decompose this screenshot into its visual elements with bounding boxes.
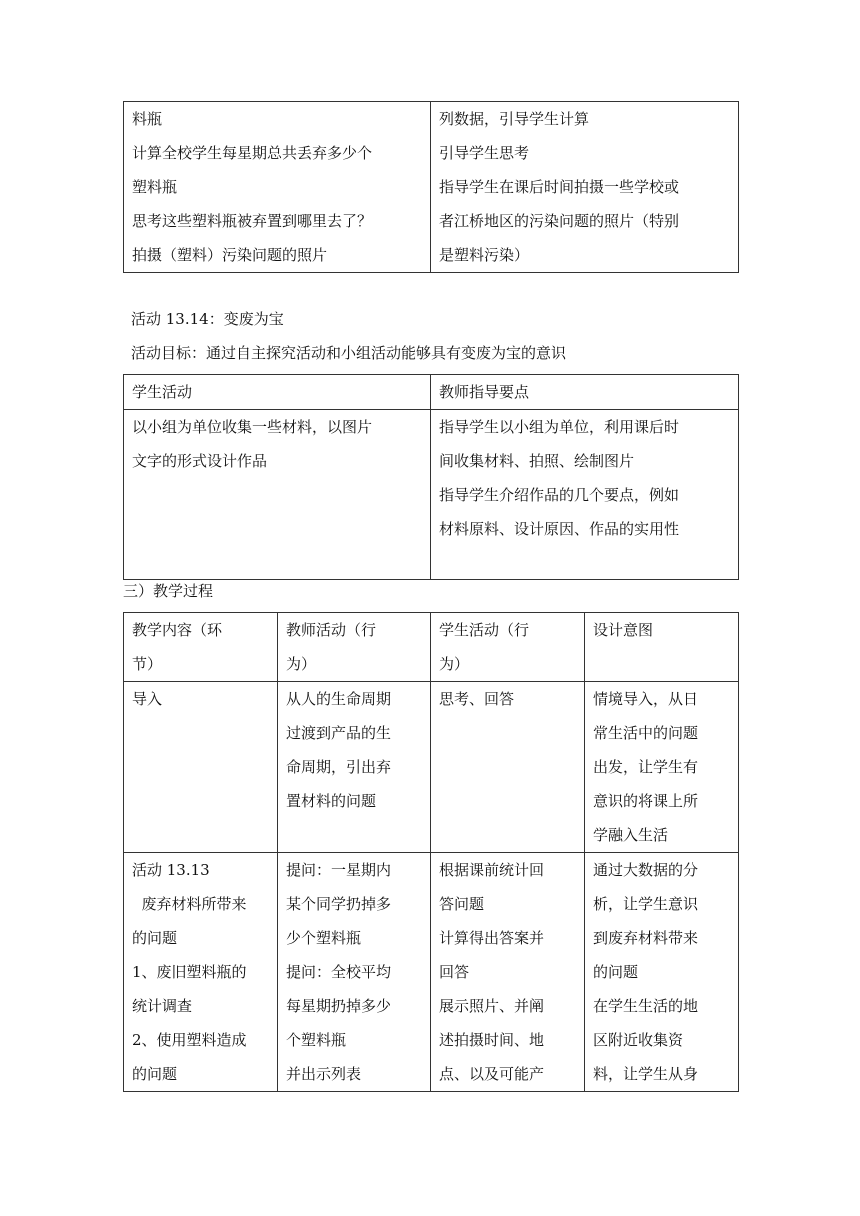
text-line: 指导学生以小组为单位，利用课后时 <box>439 418 680 436</box>
text-line: 指导学生介绍作品的几个要点，例如 <box>439 486 680 504</box>
text-line: 拍摄（塑料）污染问题的照片 <box>132 246 328 264</box>
text-line: 文字的形式设计作品 <box>132 452 268 470</box>
text-line: 区附近收集资 <box>593 1031 684 1049</box>
header-line: 学生活动（行 <box>439 621 530 639</box>
text-line: 某个同学扔掉多 <box>286 895 392 913</box>
table-row <box>124 410 739 580</box>
teacher-guidance-cell <box>431 102 739 273</box>
text-line: 计算得出答案并 <box>439 929 545 947</box>
text-line: 通过大数据的分 <box>593 861 699 879</box>
student-cell <box>431 853 585 1092</box>
text-line: 塑料瓶 <box>132 178 178 196</box>
text-line: 学融入生活 <box>593 826 669 844</box>
content-cell <box>124 853 278 1092</box>
header-line: 设计意图 <box>593 621 654 639</box>
section-3-title: 三）教学过程 <box>123 582 214 600</box>
teacher-cell <box>278 853 431 1092</box>
text-line: 点、以及可能产 <box>439 1065 545 1083</box>
text-line: 废弃材料所带来 <box>132 895 247 913</box>
text-line: 者江桥地区的污染问题的照片（特别 <box>439 212 680 230</box>
text-line: 统计调查 <box>132 997 193 1015</box>
table-row <box>124 102 739 273</box>
table-header-row <box>124 613 739 682</box>
student-activity-cell <box>124 102 431 273</box>
text-line: 根据课前统计回 <box>439 861 545 879</box>
text-line: 置材料的问题 <box>286 792 377 810</box>
text-line: 计算全校学生每星期总共丢弃多少个 <box>132 144 373 162</box>
text-line: 思考这些塑料瓶被弃置到哪里去了？ <box>132 212 373 230</box>
text-line: 从人的生命周期 <box>286 690 392 708</box>
text-line: 的问题 <box>132 1065 178 1083</box>
text-line: 导入 <box>132 690 163 708</box>
text-line: 常生活中的问题 <box>593 724 699 742</box>
text-line: 1、废旧塑料瓶的 <box>132 963 247 981</box>
text-line: 情境导入，从日 <box>593 690 699 708</box>
text-line: 过渡到产品的生 <box>286 724 392 742</box>
activity-13-14-title: 活动 13.14：变废为宝 <box>131 310 284 328</box>
text-line: 思考、回答 <box>439 690 515 708</box>
text-line: 料瓶 <box>132 110 163 128</box>
column-header: 学生活动 <box>124 375 431 410</box>
intent-cell <box>585 853 739 1092</box>
teacher-cell <box>278 682 431 853</box>
text-line: 活动 13.13 <box>132 861 210 879</box>
header-line: 教师活动（行 <box>286 621 377 639</box>
text-line: 析，让学生意识 <box>593 895 699 913</box>
header-line: 为） <box>439 655 470 673</box>
text-line: 述拍摄时间、地 <box>439 1031 545 1049</box>
text-line: 并出示列表 <box>286 1065 362 1083</box>
text-line: 命周期，引出弃 <box>286 758 392 776</box>
table-header-row <box>124 375 739 410</box>
teacher-guidance-cell <box>431 410 739 580</box>
text-line: 的问题 <box>593 963 639 981</box>
student-activity-cell <box>124 410 431 580</box>
text-line: 展示照片、并阐 <box>439 997 545 1015</box>
header-line: 为） <box>286 655 317 673</box>
text-line: 回答 <box>439 963 470 981</box>
text-line: 以小组为单位收集一些材料，以图片 <box>132 418 373 436</box>
text-line: 意识的将课上所 <box>593 792 699 810</box>
text-line: 料，让学生从身 <box>593 1065 699 1083</box>
text-line: 指导学生在课后时间拍摄一些学校或 <box>439 178 680 196</box>
text-line: 少个塑料瓶 <box>286 929 362 947</box>
student-cell <box>431 682 585 853</box>
column-header-student <box>431 613 585 682</box>
column-header-content <box>124 613 278 682</box>
table-activity-13-14 <box>123 374 739 580</box>
text-line: 列数据，引导学生计算 <box>439 110 590 128</box>
activity-13-14-goal: 活动目标：通过自主探究活动和小组活动能够具有变废为宝的意识 <box>131 344 567 362</box>
text-line: 引导学生思考 <box>439 144 530 162</box>
header-line: 节） <box>132 655 163 673</box>
column-header: 教师指导要点 <box>431 375 739 410</box>
text-line: 材料原料、设计原因、作品的实用性 <box>439 520 680 538</box>
text-line: 提问：全校平均 <box>286 963 392 981</box>
text-line: 是塑料污染） <box>439 246 530 264</box>
column-header-intent <box>585 613 739 682</box>
text-line: 个塑料瓶 <box>286 1031 347 1049</box>
intent-cell <box>585 682 739 853</box>
table-row <box>124 682 739 853</box>
text-line: 答问题 <box>439 895 485 913</box>
column-header-teacher <box>278 613 431 682</box>
table-activity-13-13-continued <box>123 101 739 273</box>
text-line: 的问题 <box>132 929 178 947</box>
text-line: 提问：一星期内 <box>286 861 392 879</box>
text-line: 每星期扔掉多少 <box>286 997 392 1015</box>
text-line: 2、使用塑料造成 <box>132 1031 247 1049</box>
text-line: 到废弃材料带来 <box>593 929 699 947</box>
content-cell <box>124 682 278 853</box>
text-line: 在学生生活的地 <box>593 997 699 1015</box>
text-line: 间收集材料、拍照、绘制图片 <box>439 452 635 470</box>
table-teaching-process <box>123 612 739 1092</box>
text-line: 出发，让学生有 <box>593 758 699 776</box>
table-row <box>124 853 739 1092</box>
header-line: 教学内容（环 <box>132 621 223 639</box>
